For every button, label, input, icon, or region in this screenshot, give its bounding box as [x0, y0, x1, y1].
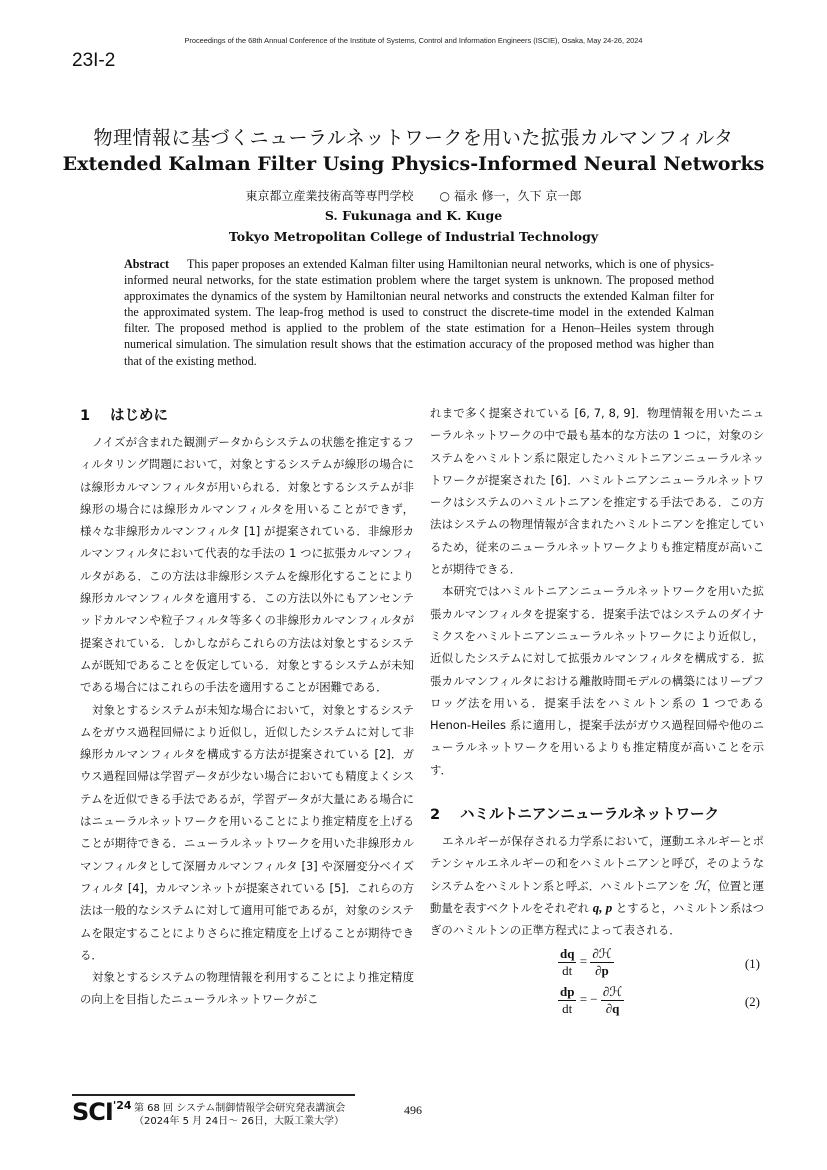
eq1-lhs: $\frac{dq}{dt}$	[560, 945, 575, 978]
eq2-operator: = −	[579, 991, 598, 1007]
institution-english: Tokyo Metropolitan College of Industrial Technology	[228, 229, 599, 244]
section-1-number: 1	[80, 408, 91, 424]
authors-ja: ○ 福永 修一，久下 京一郎	[439, 189, 582, 203]
section-1-paragraph-2: 対象とするシステムが未知な場合において，対象とするシステムをガウス過程回帰により近似し，近似したシステムに対して非線形カルマンフィルタを構成する方法が提案されている [2]．ガウス過程回帰は学習データが少ない場合においても精度よくシステムを近似できる手法であるが，学習データが大量にある場合にはニューラルネットワークを用いることにより推定精度を上げることが期待できる．ニューラルネットワークを用いた非線形カルマンフィルタとして深層カルマンフィルタ [3] や深層変分ベイズフィルタ [4]，カルマンネットが提案されている [5]．これらの方法は一般的なシステムに対して適用可能であるが，対象のシステムを限定することによりさらに推定精度を上げることが期待できる．	[80, 702, 414, 962]
footer-rule	[72, 1094, 355, 1096]
footer-line-1: 第 68 回 システム制御情報学会研究発表講演会	[134, 1103, 346, 1114]
conference-footer	[134, 1102, 345, 1128]
conference-logo: $SCI^{'24}$	[72, 1098, 132, 1126]
eq1-rhs: $\frac{\text{∂ℋ}}{\partial p}$	[592, 945, 612, 978]
page-number: 496	[404, 1103, 422, 1117]
section-2-title: ハミルトニアンニューラルネットワーク	[460, 807, 719, 824]
section-2-text-c: とすると，ハミルトン系はつぎのハミルトンの正準方程式によって表される．	[430, 900, 765, 938]
section-1-paragraph-1: ノイズが含まれた観測データからシステムの状態を推定するフィルタリング問題において，対象とするシステムが線形の場合には線形カルマンフィルタが用いられる．対象とするシステムが非線形の場合には線形カルマンフィルタを用いることができず，様々な非線形カルマンフィルタ [1] が提案されている．非線形カルマンフィルタにおいて代表的な手法の 1 つに拡張カルマンフィルタがある．この方法は非線形システムを線形化することにより線形カルマンフィルタを適用する．この方法以外にもアンセンテッドカルマンや粒子フィルタ等多くの非線形カルマンフィルタが提案されている．しかしながらこれらの方法は対象とするシステムが既知であることを仮定している．対象とするシステムが未知である場合にはこれらの手法を適用することが困難である．	[80, 435, 414, 695]
equation-1	[430, 946, 764, 984]
equation-2	[430, 984, 764, 1022]
section-1-paragraph-4: 本研究ではハミルトニアンニューラルネットワークを用いた拡張カルマンフィルタを提案する．提案手法ではシステムのダイナミクスをハミルトニアンニューラルネットワークにより近似し，近似したシステムに対して拡張カルマンフィルタを構成する．拡張カルマンフィルタにおける離散時間モデルの構築にはリープフロッグ法を用いる．提案手法をハミルトン系の 1 つであるHenon-Heiles 系に適用し，提案手法がガウス過程回帰や他のニューラルネットワークを用いるよりも推定精度が高いことを示す．	[430, 584, 764, 777]
school-name-ja: 東京都立産業技術高等専門学校	[245, 189, 414, 203]
qp-symbols: q, p	[592, 899, 613, 915]
eq2-label: (2)	[744, 993, 760, 1009]
section-1-paragraph-3: 対象とするシステムの物理情報を利用することにより推定精度の向上を目指したニューラルネットワークがこ	[80, 970, 414, 1007]
hamiltonian-symbol: ℋ	[694, 877, 707, 893]
footer-line-2: （2024年 5 月 24日～ 26日，大阪工業大学）	[134, 1116, 344, 1127]
authors-english: S. Fukunaga and K. Kuge	[324, 208, 503, 223]
section-1-paragraph-3-continued: れまで多く提案されている [6, 7, 8, 9]．物理情報を用いたニューラルネットワークの中で最も基本的な方法の 1 つに，対象のシステムをハミルトン系に限定したハミルトニアンニューラルネットワークが提案された [6]．ハミルトニアンニューラルネットワークはシステムのハミルトニアンを推定する手法である．この方法はシステムの物理情報が含まれたハミルトニアンを推定しているため，従来のニューラルネットワークよりも推定精度が高いことが期待できる．	[430, 406, 764, 577]
eq2-lhs: $\frac{dp}{dt}$	[560, 983, 575, 1016]
title-japanese: 物理情報に基づくニューラルネットワークを用いた拡張カルマンフィルタ	[93, 127, 734, 149]
section-2-number: 2	[430, 807, 441, 824]
section-2-text-b: ，位置と運動量を表すベクトルをそれぞれ	[430, 878, 764, 915]
right-column	[430, 402, 764, 1022]
left-column	[80, 404, 414, 1011]
abstract	[124, 256, 714, 369]
abstract-label: Abstract	[124, 257, 170, 271]
abstract-text: This paper proposes an extended Kalman filter using Hamiltonian neural networks, which is one of physics-informed neural networks, for the state estimation problem where the target system is unknown. The proposed method approximates the dynamics of the system by Hamiltonian neural networks and constructs the extended Kalman filter for the approximated system. The leap-frog method is used to construct the discrete-time model in the extended Kalman filter. The proposed method is applied to the problem of the state estimation for a Henon–Heiles system through numerical simulation. The simulation result shows that the estimation accuracy of the proposed method was higher than that of the existing method.	[124, 257, 714, 368]
paper-id: 23I-2	[72, 50, 116, 71]
section-2-heading	[430, 803, 764, 824]
proceedings-header: Proceedings of the 68th Annual Conference of the Institute of Systems, Control and Information Engineers (ISCIE), Osaka, May 24-26, 2024	[184, 36, 643, 45]
section-2-paragraph-1	[430, 830, 764, 941]
eq1-label: (1)	[744, 955, 760, 971]
eq2-rhs: $\frac{\text{∂ℋ}}{\partial q}$	[602, 983, 623, 1016]
section-1-heading	[80, 404, 414, 425]
section-2-text-a: エネルギーが保存される力学系において，運動エネルギーとポテンシャルエネルギーの和をハミルトニアンと呼び，そのようなシステムをハミルトン系と呼ぶ．ハミルトニアンを	[430, 834, 764, 893]
affiliation-japanese	[0, 187, 827, 204]
eq1-operator: =	[579, 953, 588, 969]
section-1-title: はじめに	[110, 408, 168, 424]
title-english: Extended Kalman Filter Using Physics-Informed Neural Networks	[62, 153, 765, 175]
